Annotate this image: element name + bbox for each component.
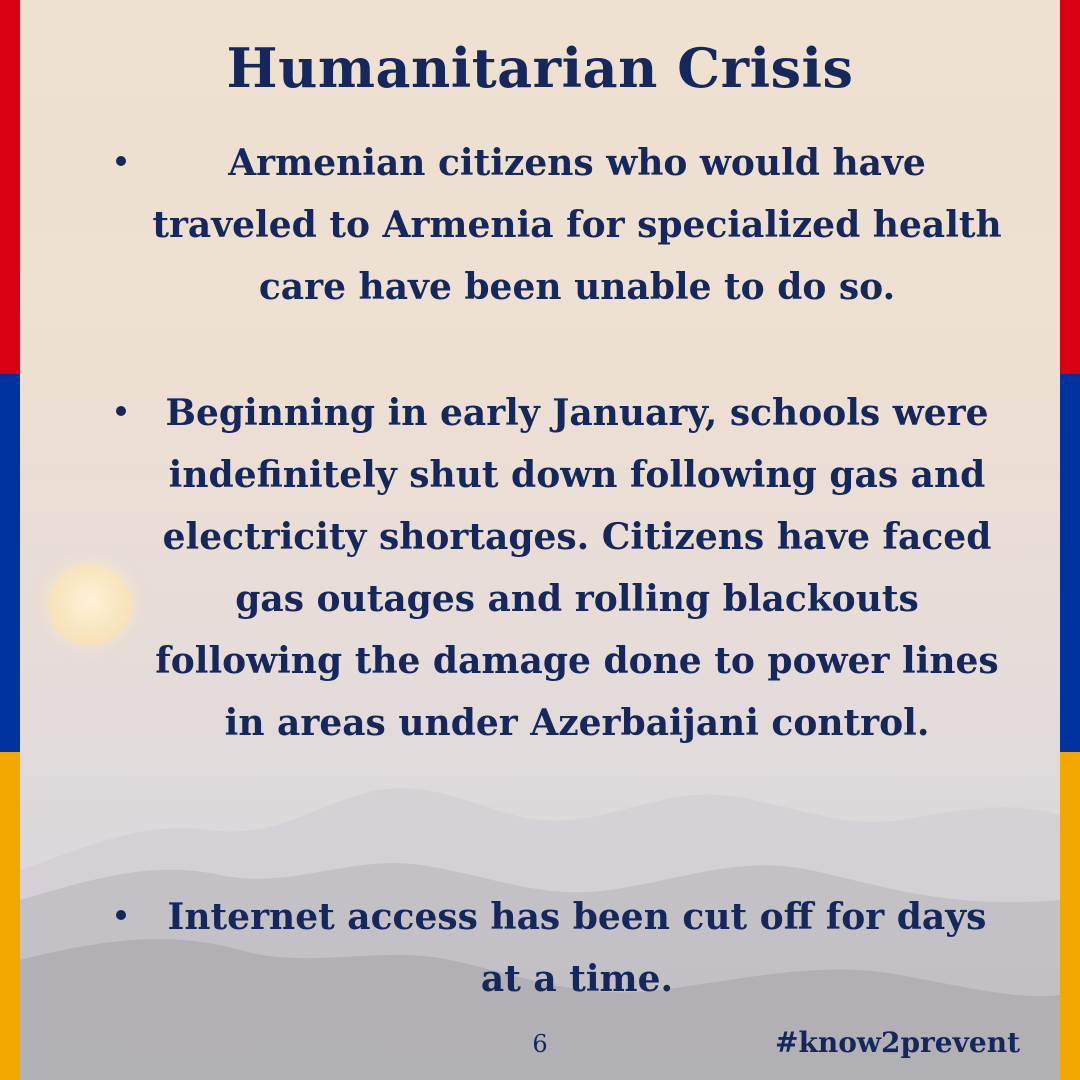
flag-band-blue bbox=[1060, 374, 1080, 752]
flag-band-orange bbox=[0, 752, 20, 1080]
flag-band-orange bbox=[1060, 752, 1080, 1080]
page-title: Humanitarian Crisis bbox=[226, 36, 854, 100]
bullet-dot-icon bbox=[116, 406, 126, 416]
page-number: 6 bbox=[532, 1030, 548, 1058]
bullet-text: Internet access has been cut off for days at a time. bbox=[167, 896, 987, 1000]
bullet-text: Armenian citizens who would have traveled to Armenia for specialized health care have been unable to do so. bbox=[152, 142, 1002, 308]
bullet-dot-icon bbox=[116, 156, 126, 166]
bullet-text: Beginning in early January, schools were indefinitely shut down following gas and electricity shortages. Citizens have faced gas outages and rolling blackouts following the damage done to power lines in areas under Azerbaijani control. bbox=[155, 392, 999, 744]
flag-band-red bbox=[0, 0, 20, 374]
armenian-flag-stripe-right bbox=[1060, 0, 1080, 1080]
bullet-dot-icon bbox=[116, 910, 126, 920]
armenian-flag-stripe-left bbox=[0, 0, 20, 1080]
sun-icon bbox=[48, 565, 132, 645]
flag-band-blue bbox=[0, 374, 20, 752]
hashtag: #know2prevent bbox=[775, 1026, 1020, 1059]
flag-band-red bbox=[1060, 0, 1080, 374]
